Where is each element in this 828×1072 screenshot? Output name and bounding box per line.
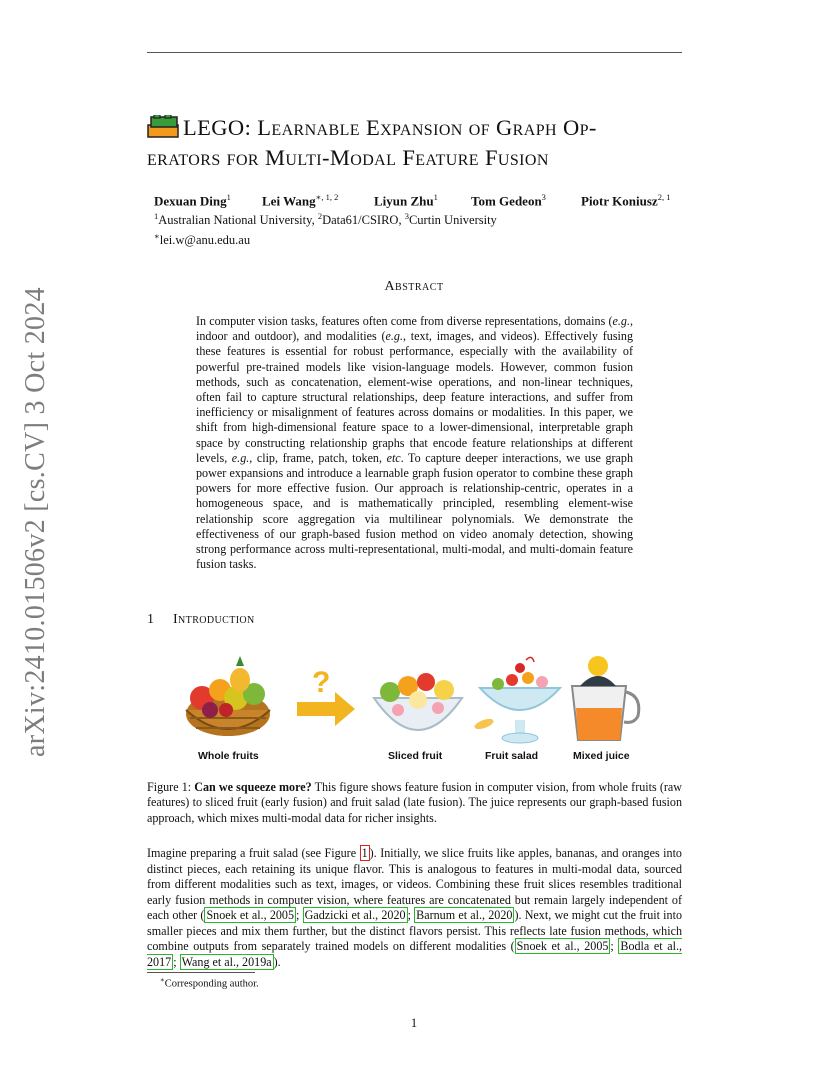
page-number: 1 — [410, 1016, 418, 1030]
top-rule — [147, 52, 682, 53]
figure-reference-link[interactable]: 1 — [361, 846, 368, 860]
arxiv-identifier: arXiv:2410.01506v2 [cs.CV] 3 Oct 2024 — [20, 287, 51, 757]
citation-link[interactable]: Snoek et al., 2005 — [516, 939, 609, 953]
question-mark: ? — [312, 666, 331, 699]
section-heading-introduction: 1 Introduction — [147, 612, 255, 627]
figure-fruit-illustration — [180, 652, 650, 752]
affiliation-line: $^1$Australian National University, $^2$Data61/CSIRO, $^3$Curtin University — [154, 211, 497, 228]
lego-brick-icon — [147, 115, 181, 139]
footnote: ∗Corresponding author. — [160, 976, 259, 990]
author: Liyun Zhu$^1$ — [374, 192, 438, 209]
title-text-line-2: erators for Multi-Modal Feature Fusion — [147, 145, 549, 170]
author: Piotr Koniusz$^{2, 1}$ — [581, 192, 671, 209]
figure-label-whole-fruits: Whole fruits — [198, 750, 259, 762]
intro-paragraph: Imagine preparing a fruit salad (see Figure 1 ). Initially, we slice fruits like apples, bananas, and oranges into distinct pieces, each retaining its unique flavor. This is analogous to features in multi-modal data, sourced from different modalities such as text, images, or videos. Combining these fruit slices resembles traditional early fusion methods in computer vision, where features are concatenated but remain largely independent of each other ( Snoek et al., 2005 ; Gadzicki et al., 2020 ; Barnum et al., 2020 ). Next, we might cut the fruit into smaller pieces and mix them further, but the distinct flavors persist. This reflects late fusion methods, which combine outputs from separately trained models on different modalities ( Snoek et al., 2005 ; Bodla et al., 2017 ; Wang et al., 2019a ). — [147, 846, 682, 969]
title-line-1 — [147, 113, 707, 143]
citation-link[interactable]: Bodla et al., 2017 — [147, 939, 682, 969]
paper-title — [147, 113, 707, 173]
citation-link[interactable]: Snoek et al., 2005 — [206, 908, 295, 922]
fruit-basket-image — [186, 656, 270, 736]
citation-link[interactable]: Barnum et al., 2020 — [416, 908, 513, 922]
footnote-rule — [147, 972, 255, 973]
author: Tom Gedeon$^3$ — [471, 192, 546, 209]
sliced-fruit-bowl-image — [374, 673, 462, 730]
affiliations — [154, 208, 497, 248]
figure-caption: Figure 1: Can we squeeze more? This figure shows feature fusion in computer vision, from whole fruits (raw features) to sliced fruit (early fusion) and fruit salad (late fusion). The juice represents our graph-based fusion approach, which mixes multi-modal data for richer insights. — [147, 780, 682, 825]
figure-label-fruit-salad: Fruit salad — [485, 750, 539, 762]
citation-link[interactable]: Wang et al., 2019a — [181, 954, 272, 969]
figure-label-mixed-juice: Mixed juice — [573, 750, 630, 762]
email: ∗lei.w@anu.edu.au — [154, 231, 251, 248]
citation-link[interactable]: Gadzicki et al., 2020 — [304, 908, 406, 922]
author: Dexuan Ding$^1$ — [154, 192, 231, 209]
author: Lei Wang$^{∗, 1, 2}$ — [262, 192, 339, 209]
abstract-heading: Abstract — [384, 279, 444, 294]
fruit-salad-cup-image — [473, 657, 560, 743]
figure-label-sliced-fruit: Sliced fruit — [388, 750, 443, 762]
abstract-body: In computer vision tasks, features often come from diverse representations, domains (e.g., indoor and outdoor), and modalities (e.g., text, images, and videos). Effectively fusing these features is essential for robust performance, especially with the availability of powerful pre-trained models like vision-language models. However, common fusion methods, such as concatenation, element-wise operations, and non-linear techniques, often fail to capture structural relationships, deep feature interactions, and suffer from inefficiency or misalignment of features across domains or modalities. In this paper, we shift from high-dimensional feature space to a lower-dimensional, interpretable graph space by constructing relationship graphs that encode feature relationships at different levels, e.g., clip, frame, patch, token, etc. To capture deeper interactions, we use graph power expansions and introduce a learnable graph fusion operator to combine these graph powers for more effective fusion. Our approach is relationship-centric, operates in a homogeneous space, and is mathematically principled, resembling element-wise relationship score aggregation via multilinear polynomials. We demonstrate the effectiveness of our graph-based fusion method on video anomaly detection, showing strong performance across multi-representational, multi-modal, and multi-domain feature fusion tasks. — [196, 314, 633, 572]
title-text-line-1: LEGO: Learnable Expansion of Graph Op- — [183, 115, 597, 140]
juicer-image — [572, 656, 639, 740]
